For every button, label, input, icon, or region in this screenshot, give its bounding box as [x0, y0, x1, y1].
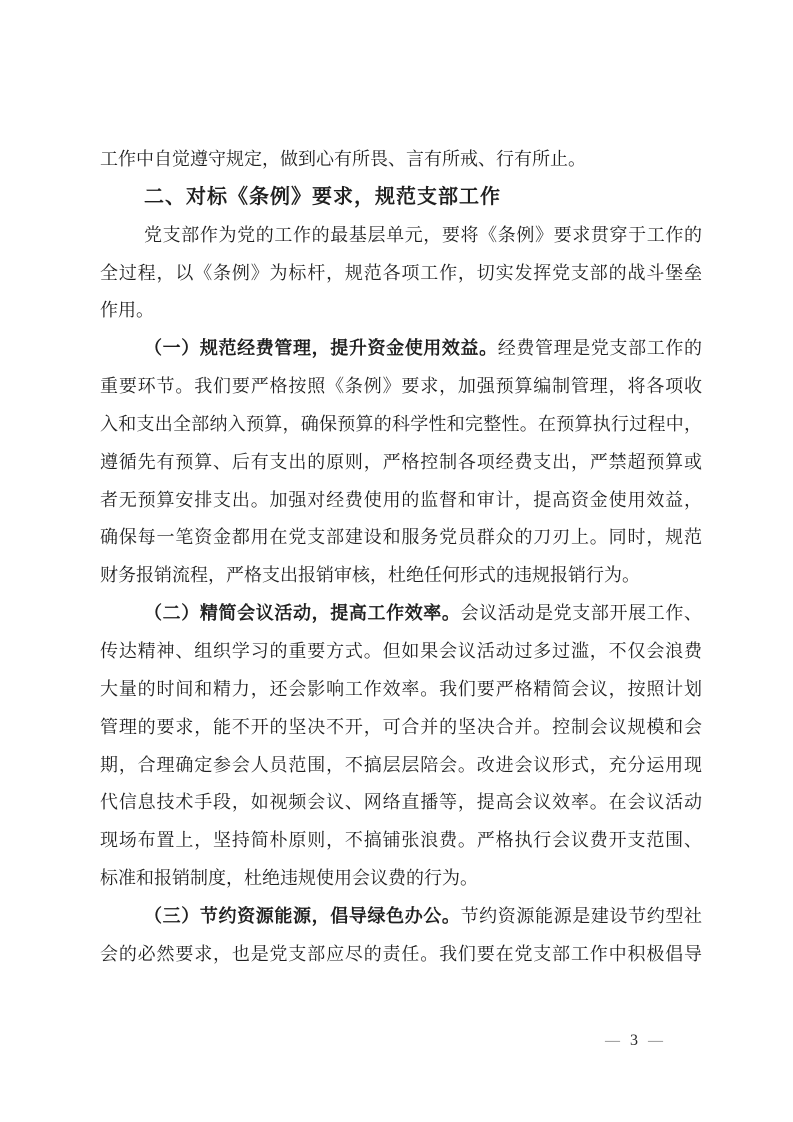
section-heading: 二、对标《条例》要求，规范支部工作: [144, 185, 501, 208]
body-text: 经费管理是党支部工作的: [497, 338, 702, 359]
subsection-lead: （三）节约资源能源，倡导绿色办公。: [144, 905, 461, 926]
subsection-lead: （二）精简会议活动，提高工作效率。: [144, 603, 461, 624]
page-number-value: 3: [630, 1032, 638, 1049]
body-line: 大量的时间和精力，还会影响工作效率。我们要严格精简会议，按照计划: [100, 678, 702, 699]
paragraph-end-line: 标准和报销制度，杜绝违规使用会议费的行为。: [100, 868, 478, 889]
body-line: 遵循先有预算、后有支出的原则，严格控制各项经费支出，严禁超预算或: [100, 451, 702, 472]
body-line: 代信息技术手段，如视频会议、网络直播等，提高会议效率。在会议活动: [100, 792, 702, 813]
text-block: [100, 141, 702, 974]
body-line: 期，合理确定参会人员范围，不搞层层陪会。改进会议形式，充分运用现: [100, 754, 702, 775]
body-line: [100, 330, 702, 368]
page-number: [598, 1029, 670, 1053]
body-line: 会的必然要求，也是党支部应尽的责任。我们要在党支部工作中积极倡导: [100, 943, 702, 964]
page-number-dash-left: —: [605, 1032, 620, 1049]
paragraph-end-line: 作用。: [100, 300, 154, 321]
paragraph-continuation-line: 工作中自觉遵守规定，做到心有所畏、言有所戒、行有所止。: [100, 149, 586, 169]
body-line: 确保每一笔资金都用在党支部建设和服务党员群众的刀刃上。同时，规范: [100, 527, 702, 548]
body-line: 全过程，以《条例》为标杆，规范各项工作，切实发挥党支部的战斗堡垒: [100, 262, 702, 283]
body-line: 传达精神、组织学习的重要方式。但如果会议活动过多过滥，不仅会浪费: [100, 640, 702, 661]
body-line: 现场布置上，坚持简朴原则，不搞铺张浪费。严格执行会议费开支范围、: [100, 830, 702, 851]
body-text: 节约资源能源是建设节约型社: [460, 905, 702, 926]
body-line: 者无预算安排支出。加强对经费使用的监督和审计，提高资金使用效益，: [100, 489, 702, 510]
page-number-dash-right: —: [648, 1032, 663, 1049]
body-line: 党支部作为党的工作的最基层单元，要将《条例》要求贯穿于工作的: [144, 224, 702, 245]
body-line: 重要环节。我们要严格按照《条例》要求，加强预算编制管理，将各项收: [100, 376, 702, 397]
subsection-lead: （一）规范经费管理，提升资金使用效益。: [144, 338, 498, 359]
body-line: 入和支出全部纳入预算，确保预算的科学性和完整性。在预算执行过程中，: [100, 413, 702, 434]
paragraph-end-line: 财务报销流程，严格支出报销审核，杜绝任何形式的违规报销行为。: [100, 565, 640, 586]
body-line: [100, 595, 702, 633]
body-line: [100, 898, 702, 936]
body-line: 管理的要求，能不开的坚决不开，可合并的坚决合并。控制会议规模和会: [100, 716, 702, 737]
body-text: 会议活动是党支部开展工作、: [460, 603, 702, 624]
